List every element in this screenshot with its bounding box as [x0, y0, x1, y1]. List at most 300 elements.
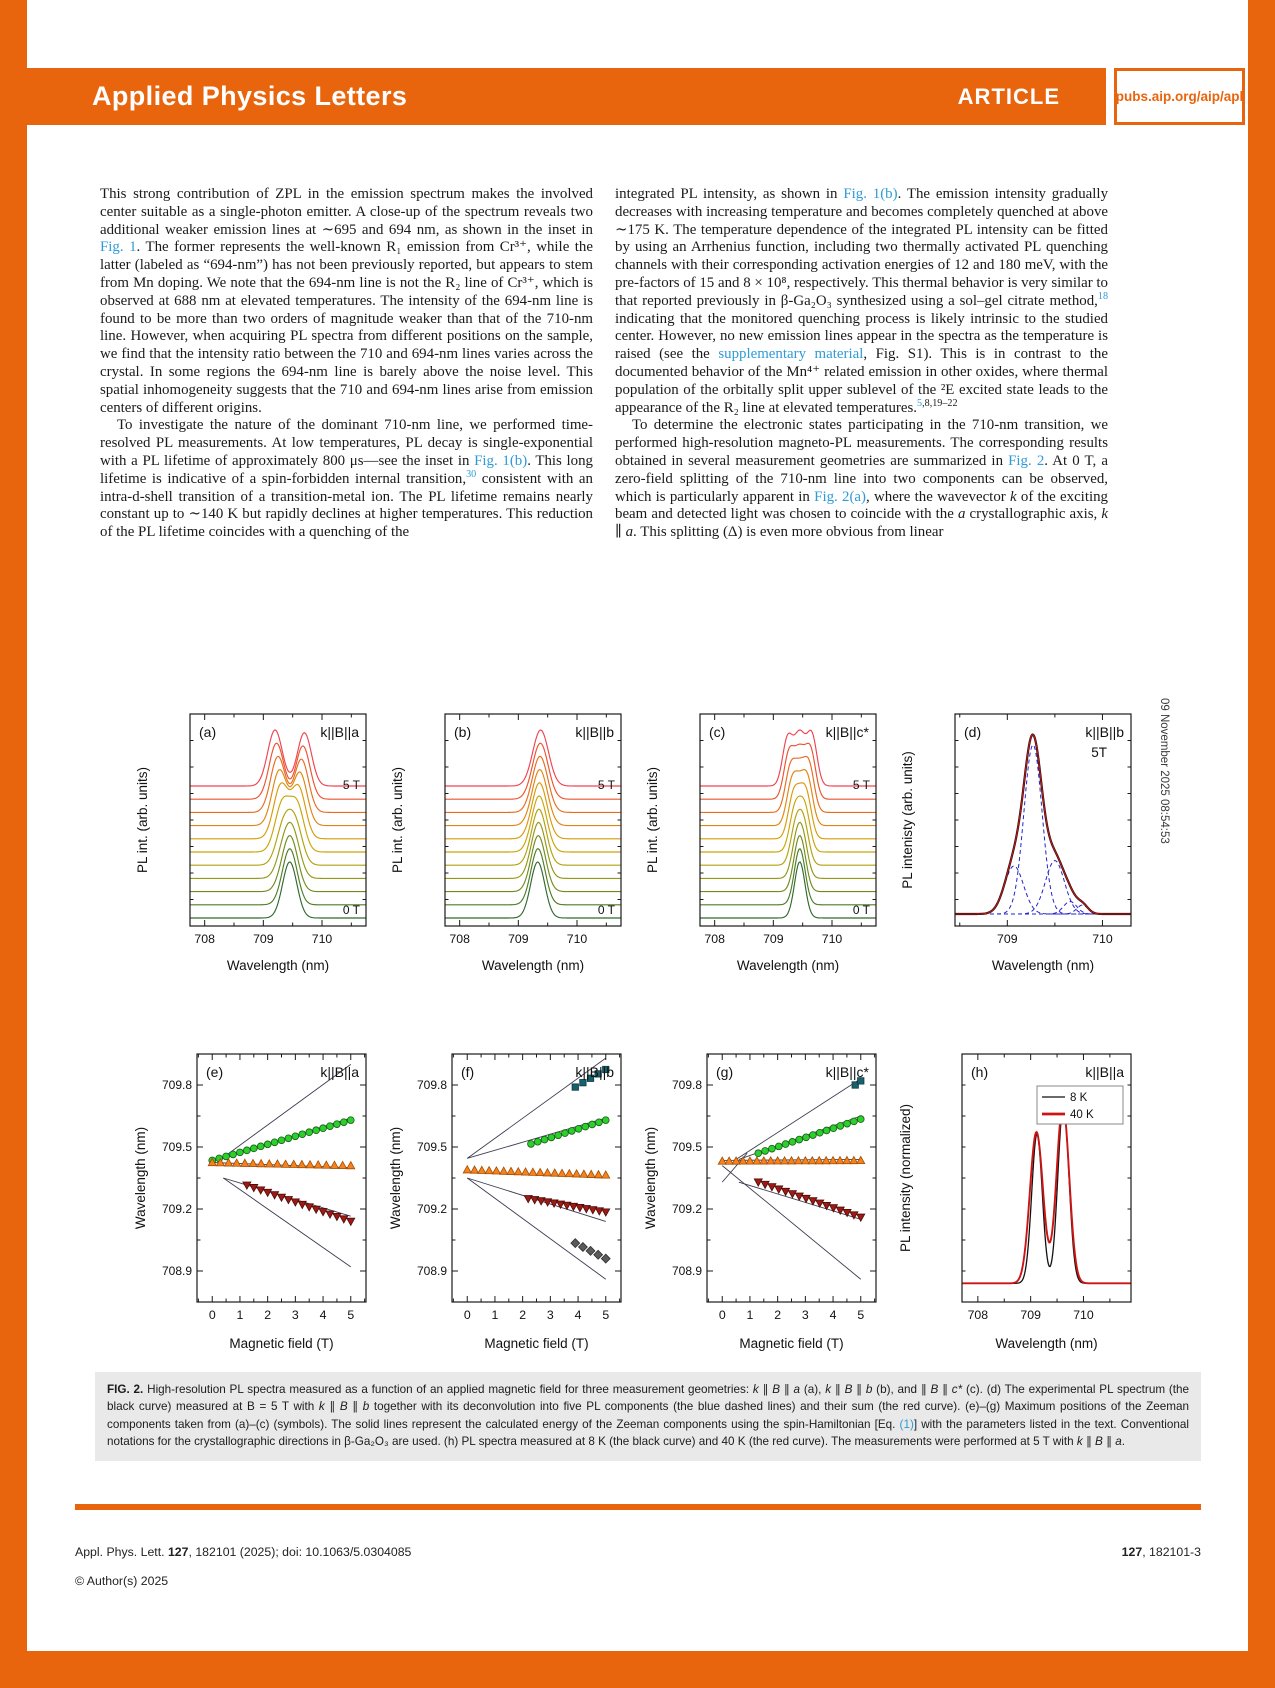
x-tick-label: 708: [194, 932, 215, 946]
data-marker: [823, 1127, 830, 1134]
data-marker: [829, 1205, 837, 1212]
text-segment: (b), and: [872, 1383, 921, 1396]
data-marker: [492, 1167, 500, 1174]
data-marker: [485, 1167, 493, 1174]
data-marker: [322, 1161, 330, 1168]
y-tick-label: 709.2: [416, 1202, 447, 1216]
right-border: [1248, 0, 1275, 1688]
y-tick-label: 709.5: [671, 1140, 702, 1154]
data-marker: [507, 1167, 515, 1174]
data-marker: [816, 1129, 823, 1136]
text-segment: . At 0 T, a zero-field splitting of the 710-nm line into two components can be observed, which is particularly apparent in: [615, 452, 1108, 505]
reference-link[interactable]: Fig. 2: [1008, 452, 1045, 469]
figure-panel-e: [133, 1040, 378, 1370]
plot-frame: [190, 714, 366, 926]
text-segment: . The emission intensity gradually decreases with increasing temperature and becomes completely quenched at above ∼175 K. The temperature dependence of the integrated PL intensity can be fitted by using an Arrhenius function, including two thermally activated PL quenching channels with their corresponding activation energies of 12 and 180 meV, with the pre-factors of 15 and 8 × 10⁸, respectively. This thermal behavior is very similar to that reported previously in β-Ga₂O₃ synthesized using a sol–gel citrate method,: [615, 186, 1109, 309]
x-axis-label: Magnetic field (T): [229, 1336, 334, 1351]
data-marker: [844, 1120, 851, 1127]
data-marker: [265, 1160, 273, 1167]
data-marker: [551, 1169, 559, 1176]
reference-link[interactable]: 5: [917, 397, 923, 409]
y-axis-label: PL intensity (normalized): [898, 1103, 913, 1253]
x-tick-label: 5: [602, 1308, 610, 1322]
data-marker: [230, 1151, 237, 1158]
geometry-label: k||B||a: [320, 1064, 359, 1080]
data-marker: [579, 1243, 588, 1252]
copyright: © Author(s) 2025: [75, 1574, 169, 1588]
spectrum-curve: [190, 796, 366, 852]
x-tick-label: 2: [774, 1308, 782, 1322]
data-marker: [271, 1139, 278, 1146]
data-marker: [755, 1150, 762, 1157]
data-marker: [241, 1159, 249, 1166]
plot-area: [190, 730, 366, 918]
data-marker: [319, 1209, 327, 1216]
data-marker: [602, 1209, 610, 1216]
panel-label: (h): [971, 1064, 989, 1080]
data-marker: [249, 1159, 257, 1166]
panel-label: (b): [454, 724, 472, 740]
x-tick-label: 708: [449, 932, 470, 946]
data-marker: [514, 1168, 522, 1175]
data-marker: [529, 1168, 537, 1175]
data-marker: [292, 1133, 299, 1140]
x-tick-label: 709: [763, 932, 784, 946]
reference-link[interactable]: 18: [1097, 290, 1108, 302]
figure-panel-d: [898, 698, 1143, 983]
data-marker: [788, 1191, 796, 1198]
text-segment: together with its deconvolution into five PL components (the blue dashed lines) and their sum (the red curve). (e)–(g) Maximum positions of the Zeeman components taken from (a)–(c) (symbols). The solid lines represent the calculated energy of the Zeeman components using the spin-Hamiltonian [Eq.: [107, 1400, 1189, 1431]
text-segment: FIG. 2.: [107, 1383, 148, 1396]
data-marker: [340, 1119, 347, 1126]
data-marker: [815, 1157, 823, 1164]
panel-label: (e): [206, 1064, 224, 1080]
figure-panel-h: [898, 1040, 1143, 1370]
plot-frame: [707, 1054, 876, 1302]
y-axis-label: PL int. (arb. units): [390, 766, 405, 874]
x-tick-label: 710: [1073, 1308, 1094, 1322]
data-marker: [850, 1156, 858, 1163]
plot-frame: [700, 714, 876, 926]
data-marker: [572, 1084, 578, 1090]
bottom-border: [0, 1651, 1275, 1688]
text-segment: indicating that the monitored quenching process is likely intrinsic to the studied center. However, no new emission lines appear in the spectra as the temperature is raised (see the: [615, 310, 1108, 363]
text-segment: k ∥ a: [615, 506, 1108, 541]
data-marker: [471, 1166, 479, 1173]
spectrum-curve: [445, 862, 621, 918]
x-tick-label: 2: [264, 1308, 272, 1322]
data-marker: [796, 1136, 803, 1143]
page-rest: , 182101-3: [1142, 1545, 1201, 1559]
spectrum-curve: [700, 770, 876, 826]
data-marker: [843, 1156, 851, 1163]
data-marker: [762, 1148, 769, 1155]
text-segment: (c). (d) The experimental PL spectrum (the black curve) measured at B = 5 T with: [107, 1383, 1190, 1414]
data-marker: [257, 1143, 264, 1150]
plot-frame: [445, 714, 621, 926]
paragraph: [615, 417, 1108, 542]
header-band: [0, 68, 1106, 125]
x-tick-label: 708: [967, 1308, 989, 1322]
spectrum-curve: [700, 836, 876, 892]
journal-title: Applied Physics Letters: [92, 81, 408, 111]
text-segment: k ∥ B ∥ b: [318, 1400, 370, 1414]
figure-caption: [95, 1372, 1201, 1461]
field-annotation: 5 T: [597, 778, 615, 792]
data-marker: [534, 1138, 541, 1145]
spectrum-curve: [190, 849, 366, 905]
text-segment: , where the wavevector: [866, 488, 1010, 505]
text-segment: consistent with an intra-d-shell transition of a transition-metal ion. The PL lifetime remains nearly constant up to ∼140 K but rapidly declines at higher temperatures. This reduction of the PL lifetime coincides with a quenching of the: [100, 470, 593, 541]
text-segment: k ∥ B ∥ b: [825, 1383, 873, 1396]
fit-line: [736, 1079, 861, 1160]
component-curve: [955, 902, 1131, 914]
data-marker: [528, 1141, 535, 1148]
x-tick-label: 1: [236, 1308, 244, 1322]
field-annotation: 0 T: [852, 903, 870, 917]
legend-label: 40 K: [1070, 1109, 1094, 1121]
panel-label: (c): [709, 724, 726, 740]
plot-area: [718, 1078, 865, 1280]
reference-link[interactable]: (1): [899, 1417, 914, 1431]
data-marker: [769, 1145, 776, 1152]
data-marker: [313, 1127, 320, 1134]
data-marker: [290, 1160, 298, 1167]
x-tick-label: 708: [704, 932, 725, 946]
data-marker: [257, 1160, 265, 1167]
spectrum-curve: [445, 836, 621, 892]
reference-link[interactable]: Fig. 1(b): [474, 452, 528, 469]
data-marker: [803, 1134, 810, 1141]
spectrum-curve: [700, 809, 876, 865]
figure-panel-a: [133, 698, 378, 983]
y-tick-label: 709.5: [416, 1140, 447, 1154]
x-tick-label: 0: [463, 1308, 471, 1322]
data-marker: [857, 1116, 864, 1123]
volume-number: 127: [1121, 1545, 1143, 1559]
plot-area: [208, 1064, 355, 1267]
data-marker: [347, 1218, 355, 1225]
panel-label: (f): [461, 1064, 475, 1080]
x-tick-label: 4: [829, 1308, 837, 1322]
data-marker: [334, 1121, 341, 1128]
plot-frame: [197, 1054, 366, 1302]
data-marker: [857, 1156, 865, 1163]
data-marker: [822, 1157, 830, 1164]
data-marker: [285, 1135, 292, 1142]
text-segment: ∥ B ∥ c*: [920, 1383, 963, 1396]
field-label: 5T: [1091, 745, 1107, 760]
site-url-link[interactable]: pubs.aip.org/aip/apl: [1115, 89, 1244, 104]
field-annotation: 0 T: [597, 903, 615, 917]
data-marker: [782, 1188, 790, 1195]
plot-area: [463, 1058, 610, 1279]
data-marker: [548, 1134, 555, 1141]
y-axis-label: Wavelength (nm): [643, 1126, 658, 1230]
x-tick-label: 710: [311, 932, 333, 946]
data-marker: [278, 1137, 285, 1144]
page-number: [1122, 1545, 1201, 1559]
citation-line: [75, 1545, 411, 1559]
x-tick-label: 2: [519, 1308, 527, 1322]
x-tick-label: 3: [291, 1308, 299, 1322]
y-tick-label: 708.9: [416, 1264, 447, 1278]
x-tick-label: 5: [347, 1308, 355, 1322]
data-marker: [775, 1143, 782, 1150]
geometry-label: k||B||a: [320, 724, 359, 740]
field-annotation: 0 T: [342, 903, 360, 917]
spectrum-curve: [190, 836, 366, 892]
data-marker: [571, 1239, 580, 1248]
data-marker: [306, 1129, 313, 1136]
text-segment: . This long lifetime is indicative of a spin-forbidden internal transition,: [100, 452, 593, 487]
geometry-label: k||B||c*: [825, 724, 869, 740]
data-marker: [573, 1170, 581, 1177]
reference-link[interactable]: Fig. 1: [100, 239, 137, 256]
data-marker: [829, 1157, 837, 1164]
footer-meta: [75, 1545, 1201, 1588]
paragraph: [615, 186, 1108, 417]
data-marker: [795, 1193, 803, 1200]
plot-area: [445, 730, 621, 918]
data-marker: [305, 1204, 313, 1211]
data-marker: [836, 1157, 844, 1164]
citation-rest: , 182101 (2025); doi: 10.1063/5.0304085: [188, 1545, 412, 1559]
fit-line: [467, 1178, 606, 1279]
x-tick-label: 710: [566, 932, 588, 946]
x-tick-label: 3: [546, 1308, 554, 1322]
spectrum-curve: [190, 770, 366, 826]
text-segment: k ∥ B ∥ a: [1076, 1435, 1122, 1449]
x-tick-label: 709: [508, 932, 529, 946]
spectrum-curve: [700, 756, 876, 812]
data-marker: [754, 1179, 762, 1186]
data-marker: [291, 1199, 299, 1206]
geometry-label: k||B||a: [1085, 1064, 1124, 1080]
spectrum-curve: [700, 849, 876, 905]
data-marker: [306, 1161, 314, 1168]
figure-row-top: [133, 698, 1143, 983]
y-tick-label: 709.8: [416, 1078, 447, 1092]
data-marker: [568, 1128, 575, 1135]
data-marker: [582, 1123, 589, 1130]
data-marker: [347, 1162, 355, 1169]
figure-panel-b: [388, 698, 633, 983]
volume-number: 127: [167, 1545, 189, 1559]
data-marker: [233, 1159, 241, 1166]
text-segment: .: [1121, 1435, 1125, 1449]
data-marker: [522, 1168, 530, 1175]
data-marker: [808, 1157, 816, 1164]
y-axis-label: Wavelength (nm): [133, 1126, 148, 1230]
x-axis-label: Wavelength (nm): [736, 958, 840, 973]
data-marker: [271, 1192, 279, 1199]
text-segment: ,8,19–22: [922, 397, 958, 409]
fit-line: [223, 1178, 350, 1267]
x-tick-label: 5: [857, 1308, 865, 1322]
y-tick-label: 709.2: [161, 1202, 192, 1216]
data-marker: [264, 1141, 271, 1148]
data-marker: [326, 1211, 334, 1218]
fit-line: [739, 1182, 861, 1219]
data-marker: [463, 1166, 471, 1173]
spectrum-curve: [190, 822, 366, 878]
x-tick-label: 3: [801, 1308, 809, 1322]
data-marker: [602, 1117, 609, 1124]
x-tick-label: 709: [253, 932, 274, 946]
x-tick-label: 1: [746, 1308, 754, 1322]
data-marker: [339, 1161, 347, 1168]
paragraph: [100, 186, 593, 417]
x-tick-label: 0: [208, 1308, 216, 1322]
fit-line: [722, 1166, 861, 1280]
text-segment: of the exciting beam and detected light was chosen to coincide with the: [615, 488, 1108, 523]
reference-link[interactable]: Fig. 1(b): [843, 186, 898, 202]
data-marker: [768, 1184, 776, 1191]
data-marker: [243, 1147, 250, 1154]
data-marker: [589, 1121, 596, 1128]
right-column: [615, 186, 1108, 542]
x-axis-label: Wavelength (nm): [995, 1336, 1098, 1351]
data-marker: [333, 1213, 341, 1220]
data-marker: [298, 1161, 306, 1168]
data-marker: [602, 1171, 610, 1178]
data-marker: [782, 1141, 789, 1148]
data-marker: [565, 1170, 573, 1177]
data-marker: [810, 1132, 817, 1139]
panel-label: (g): [716, 1064, 734, 1080]
data-marker: [264, 1189, 272, 1196]
text-segment: (a),: [800, 1383, 826, 1396]
text-segment: ] with the parameters listed in the text. Conventional notations for the crystallographic directions in β-Ga₂O₃ are used. (h) PL spectra measured at 8 K (the black curve) and 40 K (the red curve). The measurements were performed at 5 T with: [107, 1417, 1189, 1449]
geometry-label: k||B||c*: [825, 1064, 869, 1080]
text-segment: To determine the electronic states participating in the 710-nm transition, we performed high-resolution magneto-PL measurements. The corresponding results obtained in several measurement geometries are summarized in: [615, 417, 1108, 469]
spectrum-curve: [190, 756, 366, 812]
data-marker: [340, 1216, 348, 1223]
y-axis-label: PL intenisty (arb. units): [900, 751, 915, 889]
data-marker: [562, 1130, 569, 1137]
y-axis-label: PL int. (arb. units): [645, 766, 660, 874]
field-annotation: 5 T: [852, 778, 870, 792]
text-segment: crystallographic axis,: [965, 506, 1102, 523]
temperature-curve: [962, 1105, 1131, 1283]
figure-panel-g: [643, 1040, 888, 1370]
x-axis-label: Wavelength (nm): [991, 958, 1095, 973]
data-marker: [580, 1079, 586, 1085]
x-axis-label: Wavelength (nm): [226, 958, 330, 973]
data-marker: [543, 1169, 551, 1176]
x-tick-label: 710: [1092, 932, 1113, 946]
component-curve: [955, 745, 1131, 914]
data-marker: [312, 1206, 320, 1213]
data-marker: [298, 1201, 306, 1208]
y-tick-label: 708.9: [161, 1264, 192, 1278]
paragraph: [100, 417, 593, 542]
download-timestamp: 09 November 2025 08:54:53: [1158, 698, 1170, 844]
data-marker: [837, 1123, 844, 1130]
reference-link[interactable]: Fig. 2(a): [814, 488, 866, 505]
data-marker: [836, 1207, 844, 1214]
data-marker: [500, 1167, 508, 1174]
spectrum-curve: [445, 849, 621, 905]
text-segment: k: [1010, 488, 1017, 505]
y-tick-label: 709.2: [671, 1202, 702, 1216]
x-axis-label: Magnetic field (T): [484, 1336, 589, 1351]
figure-panel-c: [643, 698, 888, 983]
data-marker: [314, 1161, 322, 1168]
article-body: [100, 186, 1108, 542]
component-curve: [955, 861, 1131, 914]
y-tick-label: 709.8: [161, 1078, 192, 1092]
data-marker: [586, 1246, 595, 1255]
text-segment: a: [957, 506, 966, 523]
text-segment: . This splitting (Δ) is even more obvious from linear: [633, 524, 944, 541]
data-marker: [347, 1117, 354, 1124]
data-marker: [857, 1214, 865, 1221]
left-border: [0, 0, 27, 1688]
x-tick-label: 709: [997, 932, 1018, 946]
y-tick-label: 709.8: [671, 1078, 702, 1092]
data-marker: [250, 1145, 257, 1152]
x-axis-label: Magnetic field (T): [739, 1336, 844, 1351]
data-marker: [299, 1131, 306, 1138]
data-marker: [843, 1209, 851, 1216]
text-segment: , Fig. S1). This is in contrast to the documented behavior of the Mn⁴⁺ related emission in other oxides, where thermal population of the orbitally split upper sublevel of the ²E excited state leads to the appearance of the R₂ line at elevated temperatures.: [615, 346, 1108, 416]
data-marker: [587, 1170, 595, 1177]
data-marker: [575, 1125, 582, 1132]
field-annotation: 5 T: [342, 778, 360, 792]
data-marker: [775, 1186, 783, 1193]
data-marker: [830, 1125, 837, 1132]
data-marker: [558, 1169, 566, 1176]
data-marker: [327, 1123, 334, 1130]
data-marker: [601, 1254, 610, 1263]
geometry-label: k||B||b: [575, 1064, 614, 1080]
x-tick-label: 4: [319, 1308, 327, 1322]
x-tick-label: 710: [821, 932, 843, 946]
x-axis-label: Wavelength (nm): [481, 958, 585, 973]
data-marker: [761, 1181, 769, 1188]
left-column: [100, 186, 593, 542]
x-tick-label: 1: [491, 1308, 499, 1322]
y-tick-label: 708.9: [671, 1264, 702, 1278]
reference-link[interactable]: 30: [466, 468, 477, 480]
data-marker: [237, 1149, 244, 1156]
journal-site-box[interactable]: [1114, 68, 1245, 125]
footer-rule: [75, 1504, 1201, 1510]
data-marker: [330, 1161, 338, 1168]
reference-link[interactable]: supplementary material: [718, 346, 864, 363]
article-label: ARTICLE: [957, 83, 1060, 109]
figure-row-bottom: [133, 1040, 1143, 1370]
data-marker: [284, 1197, 292, 1204]
geometry-label: k||B||b: [1085, 724, 1124, 740]
data-marker: [594, 1250, 603, 1259]
data-marker: [541, 1136, 548, 1143]
spectrum-curve: [700, 796, 876, 852]
text-segment: k ∥ B ∥ a: [752, 1383, 801, 1396]
text-segment: integrated PL intensity, as shown in: [615, 186, 844, 202]
plot-area: [700, 730, 876, 918]
data-marker: [320, 1125, 327, 1132]
data-marker: [555, 1132, 562, 1139]
data-marker: [278, 1194, 286, 1201]
plot-area: [962, 1105, 1131, 1283]
y-axis-label: PL int. (arb. units): [135, 766, 150, 874]
x-tick-label: 0: [718, 1308, 726, 1322]
panel-label: (d): [964, 724, 982, 740]
data-marker: [273, 1160, 281, 1167]
